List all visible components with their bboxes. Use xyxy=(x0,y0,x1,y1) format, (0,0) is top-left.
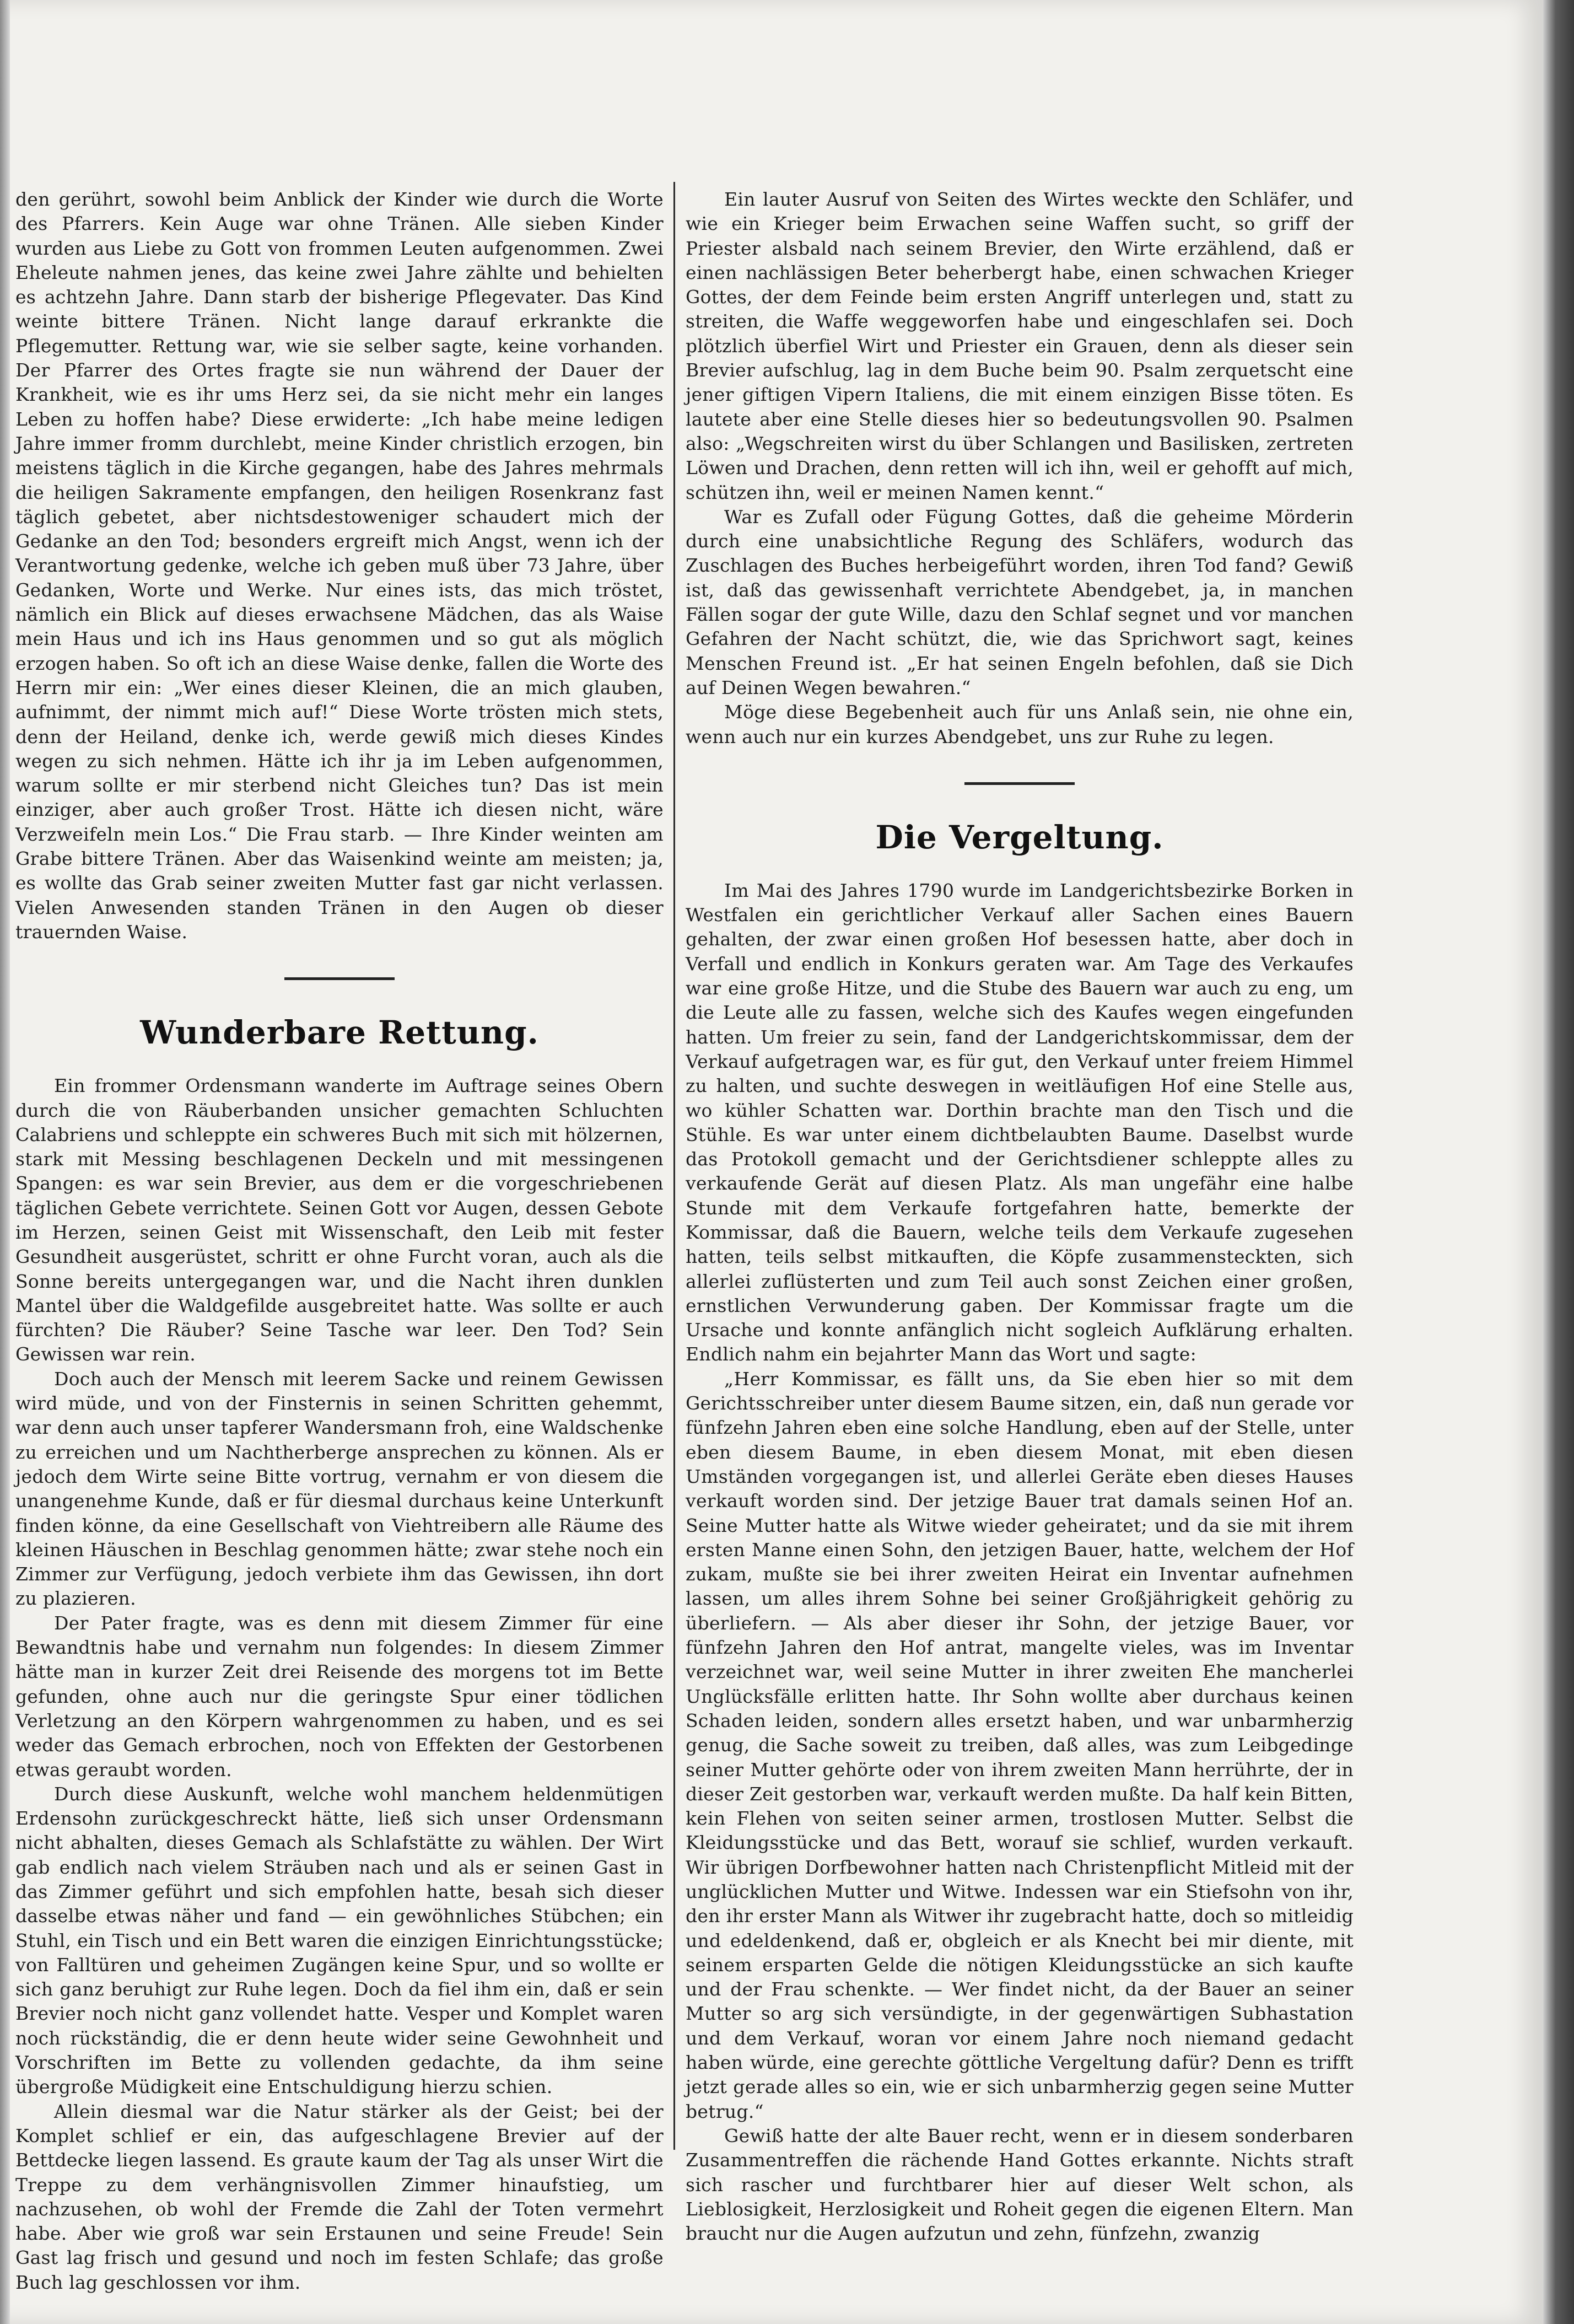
right-paragraph-6: Gewiß hatte der alte Bauer recht, wenn er in diesem sonderbaren Zusammentreffen die rächende Hand Gottes erkannte. Nichts straft sich rascher und furchtbarer hier auf dieser Welt schon, als Lieblosigkeit, Herzlosigkeit und Roheit gegen die eigenen Eltern. Man braucht nur die Augen aufzutun und zehn, fünfzehn, zwanzig xyxy=(686,2124,1354,2245)
column-divider xyxy=(673,182,675,2150)
left-paragraph-6: Allein diesmal war die Natur stärker als der Geist; bei der Komplet schlief er ein, das aufgeschlagene Brevier auf der Bettdecke liegen lassend. Es graute kaum der Tag als unser Wirt die Treppe zu dem verhängnisvollen Zimmer hinaufstieg, um nachzusehen, ob wohl der Fremde die Zahl der Toten vermehrt habe. Aber wie groß war sein Erstaunen und seine Freude! Sein Gast lag frisch und gesund und noch im festen Schlafe; das große Buch lag geschlossen vor ihm. xyxy=(15,2100,664,2293)
section-separator-right xyxy=(964,782,1075,785)
left-paragraph-5: Durch diese Auskunft, welche wohl manchem heldenmütigen Erdensohn zurückgeschreckt hätte, ließ sich unser Ordensmann nicht abhalten, dieses Gemach als Schlafstätte zu wählen. Der Wirt gab endlich nach vielem Sträuben nach und als er seinen Gast in das Zimmer geführt und sich empfohlen hatte, besah sich dieser dasselbe etwas näher und fand — ein gewöhnliches Stübchen; ein Stuhl, ein Tisch und ein Bett waren die einzigen Einrichtungsstücke; von Falltüren und geheimen Zugängen keine Spur, und so wollte er sich ganz beruhigt zur Ruhe legen. Doch da fiel ihm ein, daß er sein Brevier noch nicht ganz vollendet hatte. Vesper und Komplet waren noch rückständig, die er denn heute wider seine Gewohnheit und Vorschriften im Bette zu vollenden gedachte, da ihm seine übergroße Müdigkeit eine Entschuldigung hierzu schien. xyxy=(15,1783,664,2098)
right-paragraph-4: Im Mai des Jahres 1790 wurde im Landgerichtsbezirke Borken in Westfalen ein gerichtlicher Verkauf aller Sachen eines Bauern gehalten, der zwar einen großen Hof besessen hatte, aber doch in Verfall und endlich in Konkurs geraten war. Am Tage des Verkaufes war eine große Hitze, und die Stube des Bauern war auch zu eng, um die Leute alle zu fassen, welche sich des Kaufes wegen eingefunden hatten. Um freier zu sein, fand der Landgerichtskommissar, dem der Verkauf aufgetragen war, es für gut, den Verkauf unter freiem Himmel zu halten, und suchte deswegen in weitläufigen Hof eine Stelle aus, wo kühler Schatten war. Dorthin brachte man den Tisch und die Stühle. Es war unter einem dichtbelaubten Baume. Daselbst wurde das Protokoll gemacht und der Gerichtsdiener schleppte alles zu verkaufende Gerät auf diesen Platz. Als man ungefähr eine halbe Stunde mit dem Verkaufe fortgefahren hatte, bemerkte der Kommissar, daß die Bauern, welche teils dem Verkaufe zugesehen hatten, teils selbst mitkauften, die Köpfe zusammensteckten, sich allerlei zuflüsterten und zum Teil auch sonst Zeichen einer großen, ernstlichen Verwunderung gaben. Der Kommissar fragte um die Ursache und konnte anfänglich nicht sogleich Aufklärung erhalten. Endlich nahm ein bejahrter Mann das Wort und sagte: xyxy=(686,879,1354,1365)
right-paragraph-1: Ein lauter Ausruf von Seiten des Wirtes weckte den Schläfer, und wie ein Krieger beim Erwachen seine Waffen sucht, so griff der Priester alsbald nach seinem Brevier, den Wirte erzählend, daß er einen nachlässigen Beter beherbergt habe, einen schwachen Krieger Gottes, der dem Feinde beim ersten Angriff unterlegen und, statt zu streiten, die Waffe weggeworfen habe und eingeschlafen sei. Doch plötzlich überfiel Wirt und Priester ein Grauen, denn als dieser sein Brevier aufschlug, lag in dem Buche beim 90. Psalm zerquetscht eine jener giftigen Vipern Italiens, die mit einem einzigen Bisse töten. Es lautete aber eine Stelle dieses hier so bedeutungsvollen 90. Psalmen also: „Wegschreiten wirst du über Schlangen und Basilisken, zertreten Löwen und Drachen, denn retten will ich ihn, weil er gehofft auf mich, schützen ihn, weil er meinen Namen kennt.“ xyxy=(686,189,1354,503)
section-separator-left xyxy=(284,977,395,980)
scan-background-edge xyxy=(1543,0,1574,2324)
left-column xyxy=(15,187,664,2295)
heading-wunderbare-rettung: Wunderbare Rettung. xyxy=(140,1014,539,1052)
page-binding-edge xyxy=(0,0,10,2324)
left-paragraph-2: Ein frommer Ordensmann wanderte im Auftrage seines Obern durch die von Räuberbanden unsicher gemachten Schluchten Calabriens und schleppte ein schweres Buch mit sich mit hölzernen, stark mit Messing beschlagenen Deckeln und mit messingenen Spangen: es war sein Brevier, aus dem er die vorgeschriebenen täglichen Gebete verrichtete. Seinen Gott vor Augen, dessen Gebote im Herzen, seinen Geist mit Wissenschaft, den Leib mit fester Gesundheit ausgerüstet, schritt er ohne Furcht voran, auch als die Sonne bereits untergegangen war, und die Nacht ihren dunklen Mantel über die Waldgefilde ausgebreitet hatte. Was sollte er auch fürchten? Die Räuber? Seine Tasche war leer. Den Tod? Sein Gewissen war rein. xyxy=(15,1075,664,1365)
right-paragraph-2: War es Zufall oder Fügung Gottes, daß die geheime Mörderin durch eine unabsichtliche Regung des Schläfers, wodurch das Zuschlagen des Buches herbeigeführt worden, ihren Tod fand? Gewiß ist, daß das gewissenhaft verrichtete Abendgebet, ja, in manchen Fällen sogar der gute Wille, dazu den Schlaf segnet und vor manchen Gefahren der Nacht schützt, die, wie das Sprichwort sagt, keines Menschen Freund ist. „Er hat seinen Engeln befohlen, daß sie Dich auf Deinen Wegen bewahren.“ xyxy=(686,505,1354,698)
right-paragraph-5: „Herr Kommissar, es fällt uns, da Sie eben hier so mit dem Gerichtsschreiber unter diesem Baume sitzen, ein, daß nun gerade vor fünfzehn Jahren eben eine solche Handlung, eben auf der Stelle, unter eben diesem Baume, in eben diesem Monat, mit eben diesen Umständen vorgegangen ist, und allerlei Geräte eben dieses Hauses verkauft worden sind. Der jetzige Bauer trat damals seinen Hof an. Seine Mutter hatte als Witwe wieder geheiratet; und da sie mit ihrem ersten Manne einen Sohn, den jetzigen Bauer, hatte, welchem der Hof zukam, mußte sie bei ihrer zweiten Heirat ein Inventar aufnehmen lassen, um alles ihrem Sohne bei seiner Großjährigkeit gehörig zu überliefern. — Als aber dieser ihr Sohn, der jetzige Bauer, vor fünfzehn Jahren den Hof antrat, mangelte vieles, was im Inventar verzeichnet war, weil seine Mutter in ihrer zweiten Ehe mancherlei Unglücksfälle erlitten hatte. Ihr Sohn wollte aber durchaus keinen Schaden leiden, sondern alles ersetzt haben, und war unbarmherzig genug, die Sache soweit zu treiben, daß alles, was zum Leibgedinge seiner Mutter gehörte oder von ihrem zweiten Mann herrührte, der in dieser Zeit gestorben war, verkauft werden mußte. Da half kein Bitten, kein Flehen von seiten seiner armen, trostlosen Mutter. Selbst die Kleidungsstücke und das Bett, worauf sie schlief, wurden verkauft. Wir übrigen Dorfbewohner hatten nach Christenpflicht Mitleid mit der unglücklichen Mutter und Witwe. Indessen war ein Stiefsohn von ihr, den ihr erster Mann als Witwer ihr zugebracht hatte, doch so mitleidig und edeldenkend, daß er, obgleich er als Knecht bei mir diente, mit seinem ersparten Gelde die nötigen Kleidungsstücke an sich kaufte und der Frau schenkte. — Wer findet nicht, da der Bauer an seiner Mutter so arg sich versündigte, in der gegenwärtigen Subhastation und dem Verkauf, woran vor einem Jahre noch niemand gedacht haben würde, eine gerechte göttliche Vergeltung dafür? Denn es trifft jetzt gerade alles so ein, wie er sich unbarmherzig gegen seine Mutter betrug.“ xyxy=(686,1368,1354,2122)
heading-die-vergeltung: Die Vergeltung. xyxy=(875,818,1164,856)
left-paragraph-1: den gerührt, sowohl beim Anblick der Kinder wie durch die Worte des Pfarrers. Kein Auge war ohne Tränen. Alle sieben Kinder wurden aus Liebe zu Gott von frommen Leuten aufgenommen. Zwei Eheleute nahmen jenes, das keine zwei Jahre zählte und behielten es achtzehn Jahre. Dann starb der bisherige Pflegevater. Das Kind weinte bittere Tränen. Nicht lange darauf erkrankte die Pflegemutter. Rettung war, wie sie selber sagte, keine vorhanden. Der Pfarrer des Ortes fragte sie nun während der Dauer der Krankheit, wie es ihr ums Herz sei, da sie nicht mehr ein langes Leben zu hoffen habe? Diese erwiderte: „Ich habe meine ledigen Jahre immer fromm durchlebt, meine Kinder christlich erzogen, bin meistens täglich in die Kirche gegangen, habe des Jahres mehrmals die heiligen Sakramente empfangen, den heiligen Rosenkranz fast täglich gebetet, aber nichtsdestoweniger schaudert mich der Gedanke an den Tod; besonders ergreift mich Angst, wenn ich der Verantwortung gedenke, welche ich geben muß über 73 Jahre, über Gedanken, Worte und Werke. Nur eines ists, das mich tröstet, nämlich ein Blick auf dieses erwachsene Mädchen, das als Waise mein Haus und ich ins Haus genommen und so gut als möglich erzogen haben. So oft ich an diese Waise denke, fallen die Worte des Herrn mir ein: „Wer eines dieser Kleinen, die an mich glauben, aufnimmt, der nimmt mich auf!“ Diese Worte trösten mich stets, denn der Heiland, denke ich, werde gewiß mich dieses Kindes wegen zu sich nehmen. Hätte ich ihr ja im Leben aufgenommen, warum sollte er mir sterbend nicht Gleiches tun? Das ist mein einziger, aber auch großer Trost. Hätte ich diesen nicht, wäre Verzweifeln mein Los.“ Die Frau starb. — Ihre Kinder weinten am Grabe bittere Tränen. Aber das Waisenkind weinte am meisten; ja, es wollte das Grab seiner zweiten Mutter fast gar nicht verlassen. Vielen Anwesenden standen Tränen in den Augen ob dieser trauernden Waise. xyxy=(15,189,664,943)
left-paragraph-4: Der Pater fragte, was es denn mit diesem Zimmer für eine Bewandtnis habe und vernahm nun folgendes: In diesem Zimmer hätte man in kurzer Zeit drei Reisende des morgens tot im Bette gefunden, ohne auch nur die geringste Spur einer tödlichen Verletzung an den Körpern wahrgenommen zu haben, und es sei weder das Gemach erbrochen, noch von Effekten der Gestorbenen etwas geraubt worden. xyxy=(15,1612,664,1780)
right-column xyxy=(686,187,1354,2246)
left-paragraph-3: Doch auch der Mensch mit leerem Sacke und reinem Gewissen wird müde, und von der Finsternis in seinen Schritten gehemmt, war denn auch unser tapferer Wandersmann froh, eine Waldschenke zu erreichen und um Nachtherberge ansprechen zu können. Als er jedoch dem Wirte seine Bitte vortrug, vernahm er von diesem die unangenehme Kunde, daß er für diesmal durchaus keine Unterkunft finden könne, da eine Gesellschaft von Viehtreibern alle Räume des kleinen Häuschen in Beschlag genommen hätte; zwar stehe noch ein Zimmer zur Verfügung, jedoch verbiete ihm das Gewissen, ihn dort zu plazieren. xyxy=(15,1368,664,1610)
right-paragraph-3: Möge diese Begebenheit auch für uns Anlaß sein, nie ohne ein, wenn auch nur ein kurzes Abendgebet, uns zur Ruhe zu legen. xyxy=(686,701,1354,747)
